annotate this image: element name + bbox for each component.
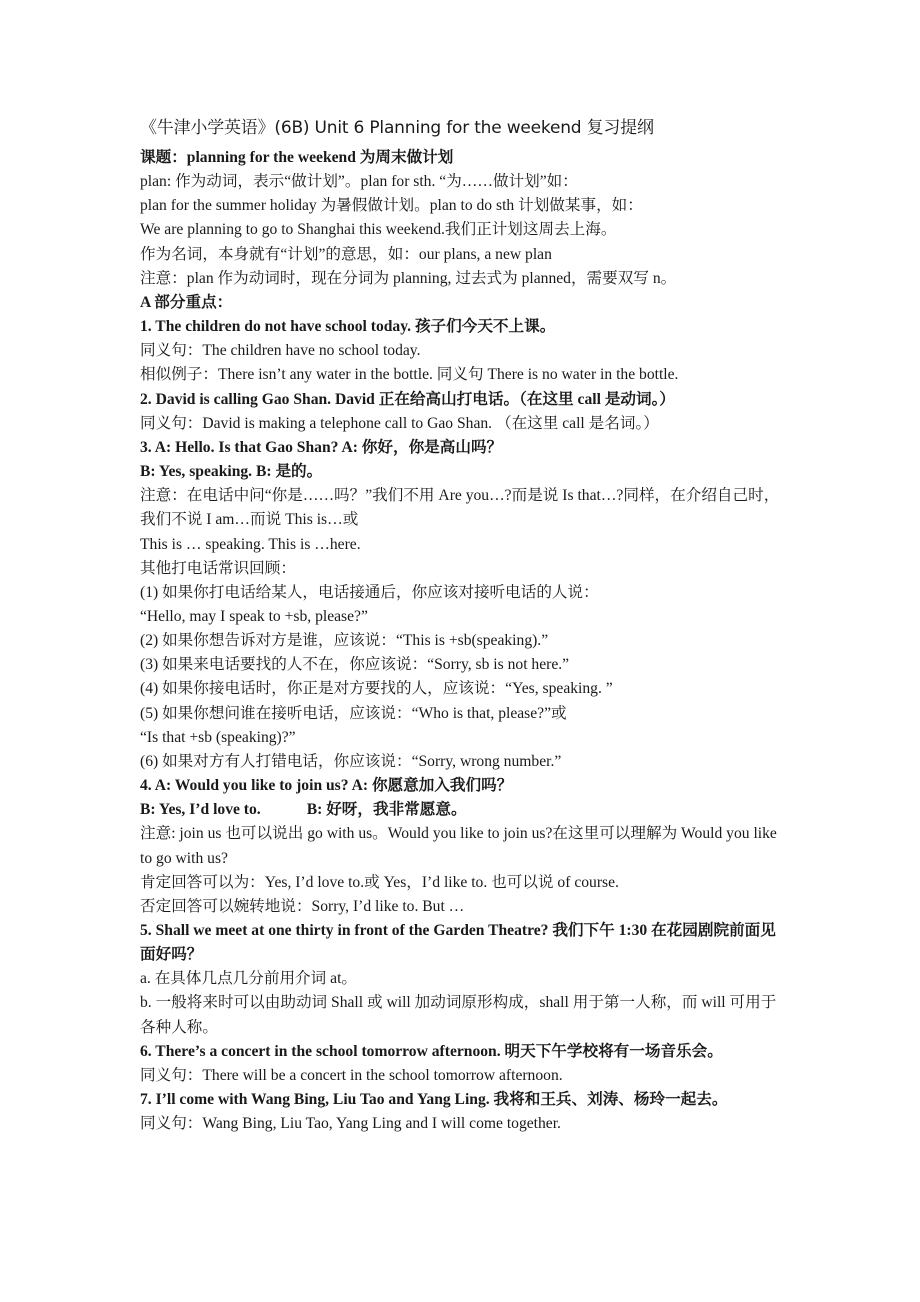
point-heading: 4. A: Would you like to join us? A: 你愿意加入我们吗？ bbox=[140, 777, 513, 795]
body-line: 同义句：The children have no school today. bbox=[140, 342, 421, 360]
body-line: We are planning to go to Shanghai this weekend.我们正计划这周去上海。 bbox=[140, 221, 617, 239]
list-item: (2) 如果你想告诉对方是谁，应该说：“This is +sb(speaking).” bbox=[140, 632, 549, 650]
list-item: (4) 如果你接电话时，你正是对方要找的人，应该说：“Yes, speaking. ” bbox=[140, 680, 613, 698]
point-heading bbox=[140, 798, 785, 822]
body-line: “Is that +sb (speaking)?” bbox=[140, 728, 296, 746]
body-line: plan: 作为动词，表示“做计划”。plan for sth. “为……做计划”如： bbox=[140, 173, 578, 191]
body-paragraph: 注意: join us 也可以说出 go with us。Would you like to join us?在这里可以理解为 Would you like to go with us? bbox=[140, 825, 777, 867]
body-line: 其他打电话常识回顾： bbox=[140, 559, 296, 577]
body-line: 同义句：There will be a concert in the school tomorrow afternoon. bbox=[140, 1066, 563, 1084]
point-heading: 5. Shall we meet at one thirty in front of the Garden Theatre? 我们下午 1:30 在花园剧院前面见面好吗？ bbox=[140, 922, 776, 964]
body-line: 作为名词，本身就有“计划”的意思，如：our plans, a new plan bbox=[140, 245, 552, 263]
body-paragraph: 注意：在电话中问“你是……吗？”我们不用 Are you…?而是说 Is that…?同样，在介绍自己时，我们不说 I am…而说 This is…或 bbox=[140, 487, 780, 529]
body-line: 否定回答可以婉转地说：Sorry, I’d like to. But … bbox=[140, 897, 465, 915]
point-heading: 6. There’s a concert in the school tomorrow afternoon. 明天下午学校将有一场音乐会。 bbox=[140, 1042, 723, 1060]
body-line: plan for the summer holiday 为暑假做计划。plan to do sth 计划做某事，如： bbox=[140, 197, 643, 215]
list-item: (3) 如果来电话要找的人不在，你应该说：“Sorry, sb is not here.” bbox=[140, 656, 570, 674]
body-line: 注意：plan 作为动词时，现在分词为 planning, 过去式为 planned，需要双写 n。 bbox=[140, 269, 677, 287]
point-heading: B: Yes, speaking. B: 是的。 bbox=[140, 463, 323, 481]
point-heading: 7. I’ll come with Wang Bing, Liu Tao and Yang Ling. 我将和王兵、刘涛、杨玲一起去。 bbox=[140, 1091, 728, 1109]
body-line: 同义句：David is making a telephone call to Gao Shan. （在这里 call 是名词。） bbox=[140, 414, 659, 432]
lesson-topic: 课题：planning for the weekend 为周末做计划 bbox=[140, 149, 454, 166]
body-paragraph: b. 一般将来时可以由助动词 Shall 或 will 加动词原形构成，shall 用于第一人称，而 will 可用于各种人称。 bbox=[140, 994, 777, 1036]
body-line: a. 在具体几点几分前用介词 at。 bbox=[140, 970, 357, 988]
body-line: 同义句：Wang Bing, Liu Tao, Yang Ling and I will come together. bbox=[140, 1115, 561, 1133]
dialogue-chinese: B: 好呀，我非常愿意。 bbox=[306, 801, 467, 819]
document-title: 《牛津小学英语》(6B) Unit 6 Planning for the weekend 复习提纲 bbox=[140, 118, 654, 138]
list-item: (5) 如果你想问谁在接听电话，应该说：“Who is that, please?”或 bbox=[140, 704, 567, 722]
list-item: (6) 如果对方有人打错电话，你应该说：“Sorry, wrong number.” bbox=[140, 752, 562, 770]
body-line: 肯定回答可以为：Yes, I’d love to.或 Yes，I’d like to. 也可以说 of course. bbox=[140, 873, 619, 891]
body-line: 相似例子：There isn’t any water in the bottle. 同义句 There is no water in the bottle. bbox=[140, 366, 679, 384]
body-line: “Hello, may I speak to +sb, please?” bbox=[140, 607, 368, 625]
list-item: (1) 如果你打电话给某人，电话接通后，你应该对接听电话的人说： bbox=[140, 583, 599, 601]
dialogue-english: B: Yes, I’d love to. bbox=[140, 801, 261, 819]
section-heading: A 部分重点： bbox=[140, 293, 233, 311]
document-body bbox=[140, 146, 785, 1136]
point-heading: 2. David is calling Gao Shan. David 正在给高山打电话。（在这里 call 是动词。） bbox=[140, 390, 675, 408]
point-heading: 3. A: Hello. Is that Gao Shan? A: 你好，你是高山吗？ bbox=[140, 438, 503, 456]
point-heading: 1. The children do not have school today. 孩子们今天不上课。 bbox=[140, 318, 556, 336]
body-line: This is … speaking. This is …here. bbox=[140, 535, 361, 553]
